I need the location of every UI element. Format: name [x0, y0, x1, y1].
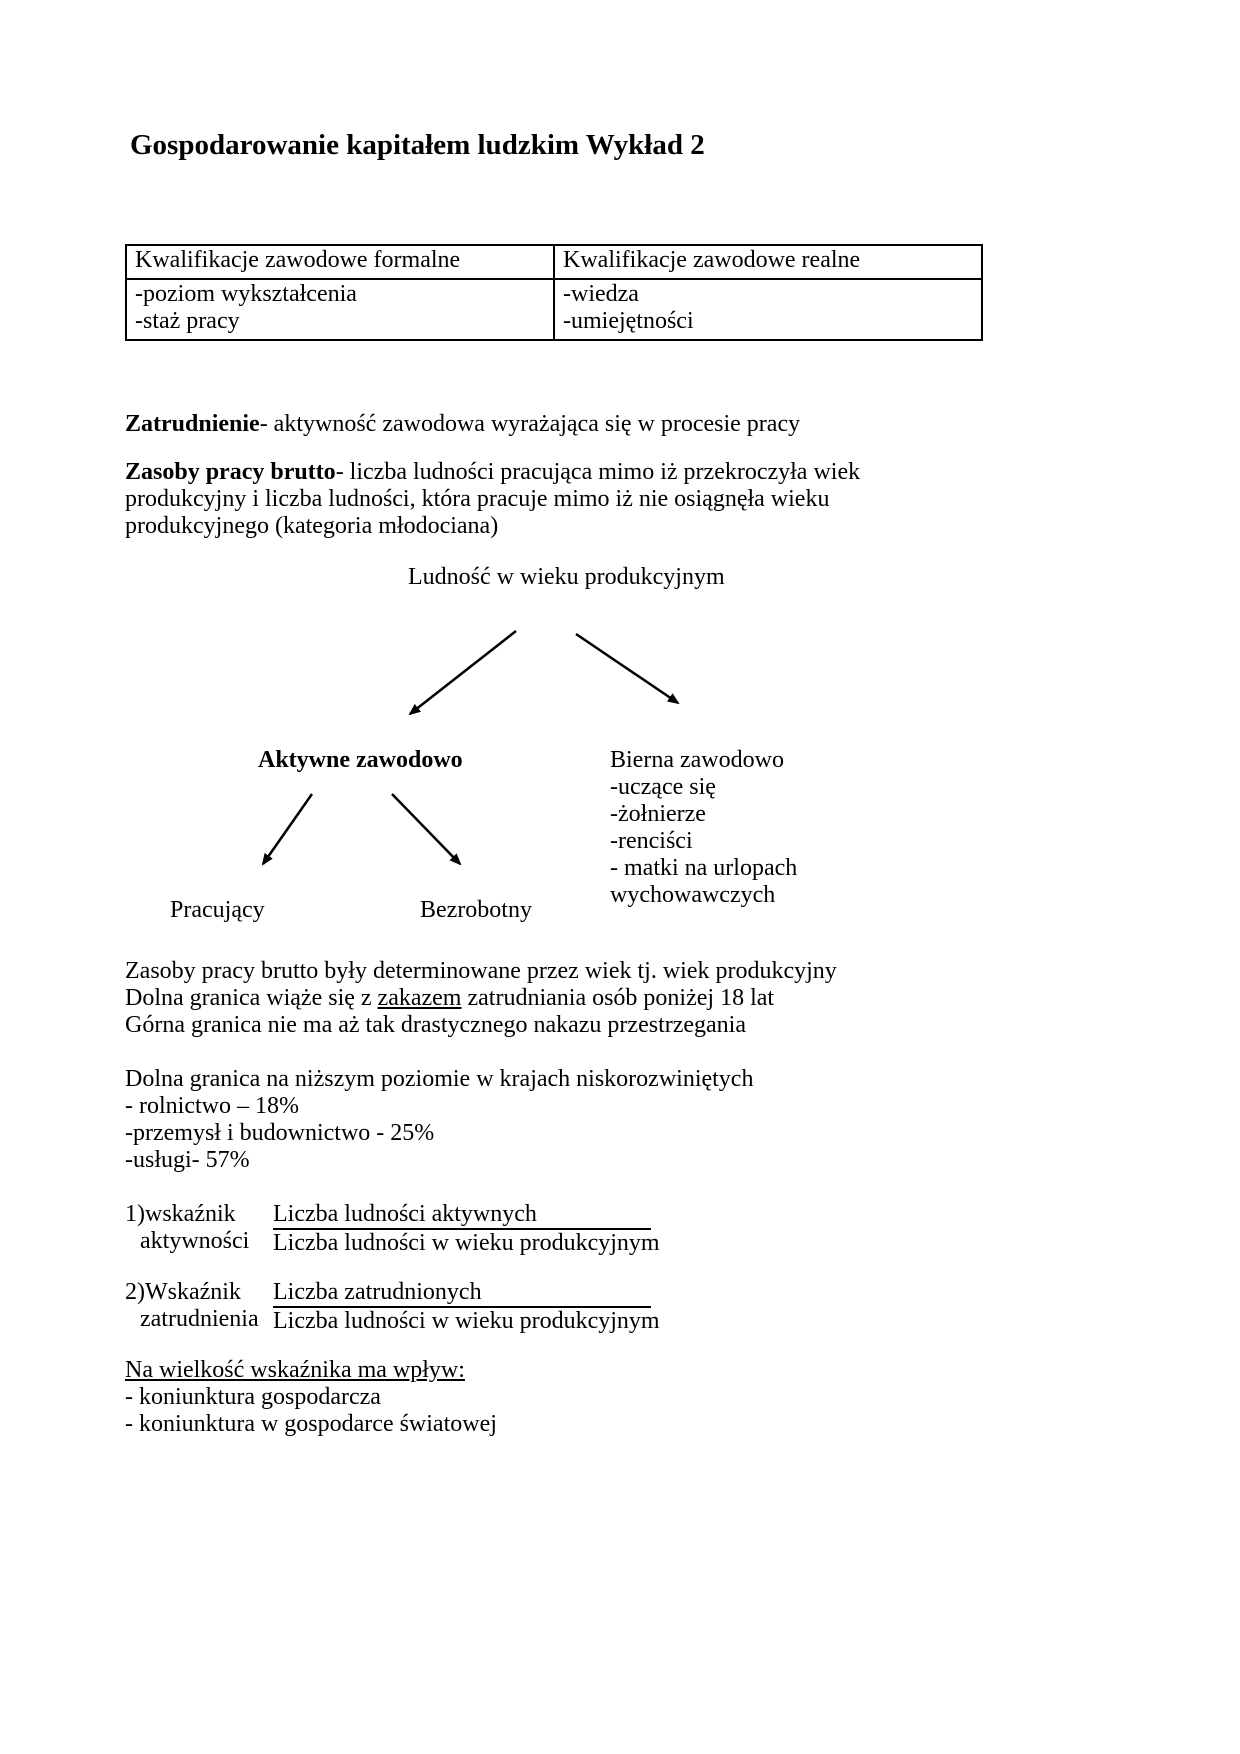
formula-label — [125, 1201, 273, 1257]
formula-label-line: aktywności — [140, 1228, 250, 1254]
table-cell-line: -umiejętności — [563, 308, 694, 334]
formula-activity-rate — [125, 1201, 1122, 1257]
diagram-node-passive-item: -żołnierze — [610, 801, 706, 827]
formula-employment-rate — [125, 1279, 1122, 1335]
section-lower-limit — [125, 1066, 1122, 1174]
page-title: Gospodarowanie kapitałem ludzkim Wykład 2 — [130, 129, 705, 161]
table-cell-real — [554, 279, 982, 340]
list-item: - koniunktura w gospodarce światowej — [125, 1411, 497, 1437]
section-age-limits — [125, 958, 1122, 1039]
list-item: -usługi- 57% — [125, 1147, 250, 1173]
table-cell-line: -poziom wykształcenia — [135, 281, 357, 307]
diagram-node-passive — [610, 747, 838, 909]
diagram-node-working: Pracujący — [170, 897, 265, 923]
formula-denominator: Liczba ludności w wieku produkcyjnym — [273, 1308, 660, 1334]
table-header-cell-real: Kwalifikacje zawodowe realne — [554, 245, 982, 279]
formula-label-line: zatrudnienia — [140, 1306, 259, 1332]
underlined-word: zakazem — [377, 985, 462, 1011]
arrow-active-to-unemployed-icon — [392, 794, 460, 864]
diagram-node-passive-title: Bierna zawodowo — [610, 747, 784, 773]
list-item: - rolnictwo – 18% — [125, 1093, 299, 1119]
section-indicator-factors — [125, 1357, 1122, 1438]
list-item: - koniunktura gospodarcza — [125, 1384, 381, 1410]
population-diagram — [125, 564, 1120, 924]
arrow-root-to-passive-icon — [576, 634, 678, 703]
arrow-active-to-working-icon — [263, 794, 312, 864]
formula-numerator: Liczba zatrudnionych — [273, 1279, 651, 1308]
definition-term: Zasoby pracy brutto — [125, 459, 336, 485]
definition-text: - liczba ludności pracująca mimo iż przekroczyła wiek produkcyjny i liczba ludności, która pracuje mimo iż nie osiągnęła wieku produkcyjnego (kategoria młodociana) — [125, 459, 861, 539]
section-line: Dolna granica na niższym poziomie w krajach niskorozwiniętych — [125, 1066, 754, 1092]
formula-fraction — [273, 1201, 660, 1257]
formula-fraction — [273, 1279, 660, 1335]
diagram-node-active: Aktywne zawodowo — [258, 747, 463, 773]
table-header-cell-formal: Kwalifikacje zawodowe formalne — [126, 245, 554, 279]
definition-text: - aktywność zawodowa wyrażająca się w procesie pracy — [259, 411, 801, 437]
table-cell-line: -staż pracy — [135, 308, 240, 334]
formula-label-line: 2)Wskaźnik — [125, 1279, 241, 1305]
section-line: Zasoby pracy brutto były determinowane przez wiek tj. wiek produkcyjny — [125, 958, 837, 984]
list-item: -przemysł i budownictwo - 25% — [125, 1120, 435, 1146]
table-header-row — [126, 245, 982, 279]
diagram-node-passive-item: -renciści — [610, 828, 693, 854]
definition-term: Zatrudnienie — [125, 411, 260, 437]
formula-label-line: 1)wskaźnik — [125, 1201, 236, 1227]
diagram-node-unemployed: Bezrobotny — [420, 897, 532, 923]
table-cell-line: -wiedza — [563, 281, 639, 307]
table-row — [126, 279, 982, 340]
qualifications-table — [125, 244, 983, 341]
definition-zatrudnienie — [125, 411, 1122, 438]
formula-numerator: Liczba ludności aktywnych — [273, 1201, 651, 1230]
table-cell-formal — [126, 279, 554, 340]
definition-zasoby-pracy-brutto — [125, 459, 973, 540]
section-line-text: zatrudniania osób poniżej 18 lat — [461, 985, 775, 1011]
section-heading: Na wielkość wskaźnika ma wpływ: — [125, 1357, 465, 1383]
formula-label — [125, 1279, 273, 1335]
formula-denominator: Liczba ludności w wieku produkcyjnym — [273, 1230, 660, 1256]
section-line: Górna granica nie ma aż tak drastycznego nakazu przestrzegania — [125, 1012, 746, 1038]
diagram-node-root: Ludność w wieku produkcyjnym — [408, 564, 725, 590]
diagram-node-passive-item: - matki na urlopach wychowawczych — [610, 855, 798, 908]
section-line-text: Dolna granica wiąże się z — [125, 985, 378, 1011]
arrow-root-to-active-icon — [410, 631, 516, 714]
diagram-node-passive-item: -uczące się — [610, 774, 716, 800]
section-line — [125, 985, 1122, 1012]
